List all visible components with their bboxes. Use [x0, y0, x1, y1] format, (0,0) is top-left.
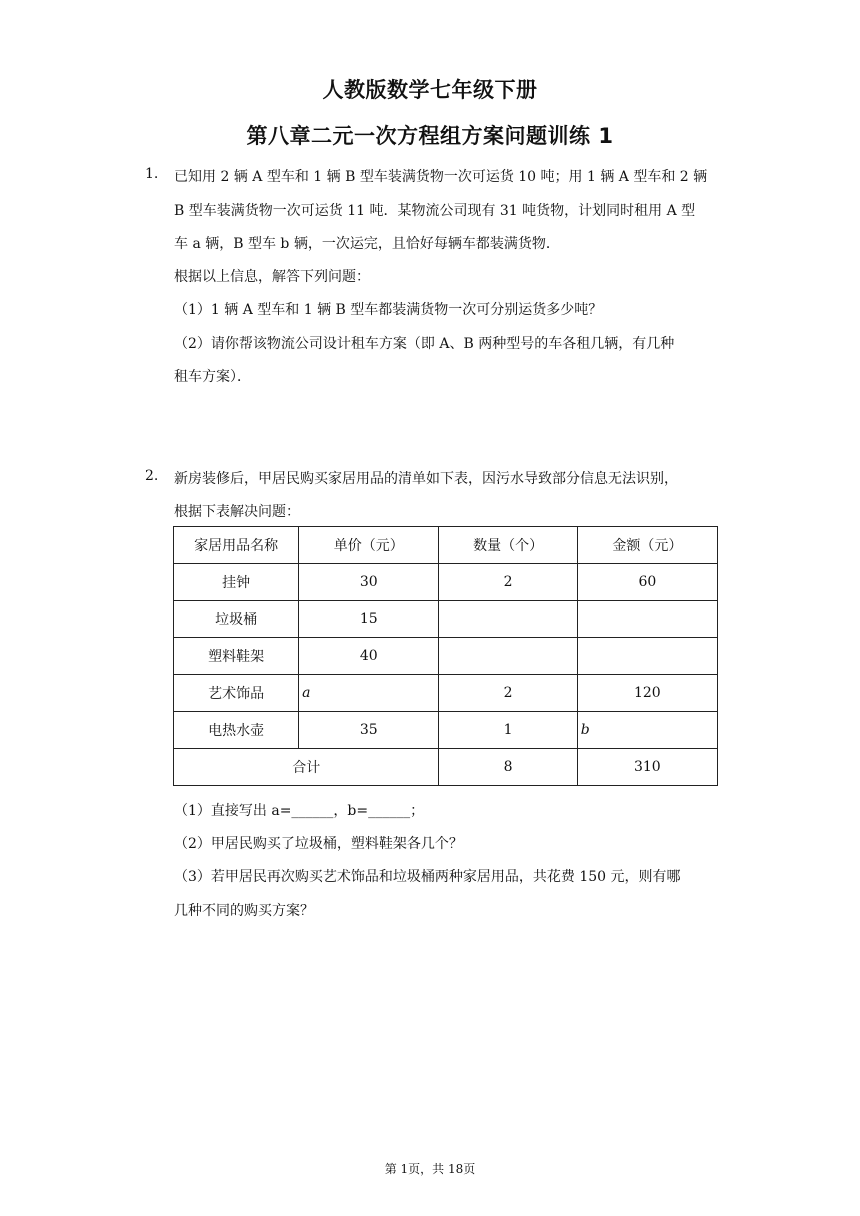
total-amount-cell: 310 [577, 749, 717, 786]
table-cell [439, 638, 577, 675]
table-row [174, 712, 718, 749]
table-cell: 15 [299, 601, 439, 638]
table-cell: 35 [299, 712, 439, 749]
question-2-part-3-cont: 几种不同的购买方案？ [174, 903, 314, 919]
table-cell: 艺术饰品 [174, 675, 299, 712]
table-cell [577, 601, 717, 638]
header-cell: 金额（元） [577, 527, 717, 564]
table-cell: 挂钟 [174, 564, 299, 601]
total-quantity-cell: 8 [439, 749, 577, 786]
document-title: 人教版数学七年级下册 [322, 78, 538, 102]
table-cell: 2 [439, 564, 577, 601]
question-1-line-4: 根据以上信息，解答下列问题： [174, 269, 370, 285]
table-row [174, 675, 718, 712]
shopping-list-table [173, 526, 718, 786]
table-cell: 垃圾桶 [174, 601, 299, 638]
table-cell: 1 [439, 712, 577, 749]
total-label-cell: 合计 [174, 749, 439, 786]
question-2-line-2: 根据下表解决问题： [174, 504, 300, 520]
question-2-number: 2. [145, 468, 159, 484]
question-2-part-3: （3）若甲居民再次购买艺术饰品和垃圾桶两种家居用品，共花费 150 元，则有哪 [174, 869, 681, 885]
table-cell: 60 [577, 564, 717, 601]
table-row [174, 638, 718, 675]
table-cell: 120 [577, 675, 717, 712]
table-total-row [174, 749, 718, 786]
question-1-line-2: B 型车装满货物一次可运货 11 吨．某物流公司现有 31 吨货物，计划同时租用 A 型 [174, 203, 696, 219]
header-cell: 单价（元） [299, 527, 439, 564]
question-1-line-1: 已知用 2 辆 A 型车和 1 辆 B 型车装满货物一次可运货 10 吨；用 1 辆 A 型车和 2 辆 [174, 169, 708, 185]
header-cell: 家居用品名称 [174, 527, 299, 564]
question-1-part-1: （1）1 辆 A 型车和 1 辆 B 型车都装满货物一次可分别运货多少吨？ [174, 302, 603, 318]
table-cell-unknown-b: b [577, 712, 717, 749]
table-row [174, 564, 718, 601]
question-1-number: 1. [145, 166, 159, 182]
table-cell-unknown-a: a [299, 675, 439, 712]
question-2-part-1: （1）直接写出 a=______，b=______； [174, 803, 425, 819]
table-cell: 电热水壶 [174, 712, 299, 749]
document-subtitle: 第八章二元一次方程组方案问题训练 1 [246, 124, 614, 148]
question-1-part-2-cont: 租车方案）． [174, 369, 251, 385]
question-1-part-2: （2）请你帮该物流公司设计租车方案（即 A、B 两种型号的车各租几辆，有几种 [174, 336, 675, 352]
page-number: 第 1页，共 18页 [384, 1162, 476, 1176]
question-1-line-3: 车 a 辆，B 型车 b 辆，一次运完，且恰好每辆车都装满货物． [174, 236, 560, 252]
table-row [174, 601, 718, 638]
table-cell [577, 638, 717, 675]
question-2-line-1: 新房装修后，甲居民购买家居用品的清单如下表，因污水导致部分信息无法识别， [174, 471, 678, 487]
table-cell: 30 [299, 564, 439, 601]
question-2-part-2: （2）甲居民购买了垃圾桶，塑料鞋架各几个？ [174, 836, 463, 852]
table-cell [439, 601, 577, 638]
table-cell: 40 [299, 638, 439, 675]
header-cell: 数量（个） [439, 527, 577, 564]
table-header-row [174, 527, 718, 564]
table-cell: 2 [439, 675, 577, 712]
table-cell: 塑料鞋架 [174, 638, 299, 675]
